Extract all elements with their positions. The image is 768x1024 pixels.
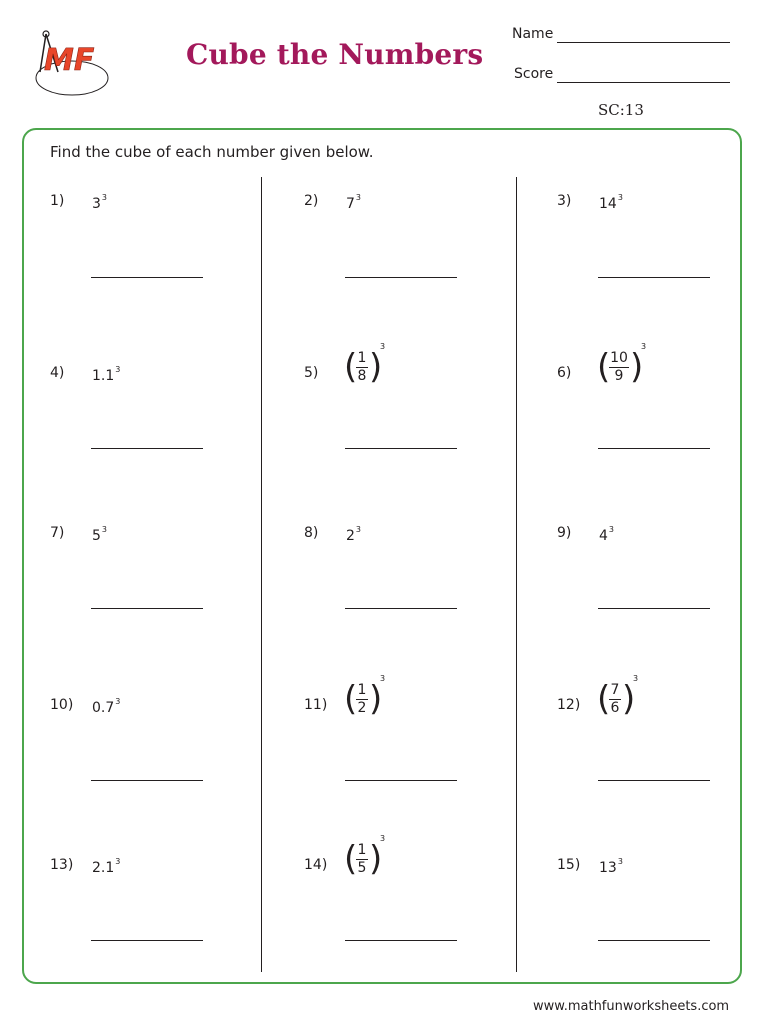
- problem-number: 8): [304, 525, 319, 541]
- problem-expression: [92, 857, 120, 876]
- base: 4: [599, 528, 608, 544]
- right-paren: ): [622, 679, 636, 719]
- exponent: 3: [115, 365, 121, 374]
- exponent: 3: [101, 525, 108, 534]
- problem-number: 14): [304, 857, 328, 873]
- base: 3: [92, 196, 101, 212]
- numerator: 10: [610, 350, 628, 366]
- problem-expression: [599, 857, 623, 876]
- exponent: 3: [355, 525, 362, 534]
- base: 14: [599, 196, 617, 212]
- name-label: Name: [512, 26, 554, 42]
- left-paren: (: [597, 679, 611, 719]
- answer-line[interactable]: [345, 608, 457, 609]
- numerator: 1: [357, 842, 367, 858]
- column-divider: [516, 177, 517, 972]
- problem-number: 7): [50, 525, 65, 541]
- answer-line[interactable]: [91, 940, 203, 941]
- numerator: 7: [610, 682, 620, 698]
- worksheet-code: SC:13: [598, 101, 644, 119]
- problem-number: 2): [304, 193, 319, 209]
- right-paren: ): [369, 839, 383, 879]
- problem-expression: [92, 697, 120, 716]
- exponent: 3: [617, 193, 623, 202]
- left-paren: (: [344, 679, 358, 719]
- answer-line[interactable]: [345, 780, 457, 781]
- problem-expression: [92, 193, 107, 212]
- problem-number: 11): [304, 697, 328, 713]
- exponent: 3: [115, 857, 121, 866]
- logo-text: MF: [44, 43, 95, 78]
- page-title: Cube the Numbers: [186, 38, 484, 71]
- exponent: 3: [380, 342, 386, 351]
- fraction-expression: [597, 342, 647, 388]
- name-field[interactable]: [557, 42, 730, 43]
- problem-expression: [346, 193, 361, 212]
- denominator: 6: [610, 700, 620, 716]
- footer-url: www.mathfunworksheets.com: [533, 999, 730, 1014]
- right-paren: ): [369, 679, 383, 719]
- answer-line[interactable]: [598, 448, 710, 449]
- exponent: 3: [101, 193, 108, 202]
- problem-expression: [92, 525, 107, 544]
- denominator: 2: [357, 700, 367, 716]
- denominator: 5: [357, 860, 367, 876]
- exponent: 3: [641, 342, 647, 351]
- problem-number: 12): [557, 697, 581, 713]
- problem-number: 4): [50, 365, 65, 381]
- exponent: 3: [633, 674, 639, 683]
- score-label: Score: [514, 66, 554, 82]
- answer-line[interactable]: [598, 780, 710, 781]
- fraction-expression: [597, 674, 645, 720]
- denominator: 9: [614, 368, 624, 384]
- instructions: Find the cube of each number given below.: [50, 143, 374, 161]
- denominator: 8: [357, 368, 367, 384]
- mf-logo: [32, 28, 112, 100]
- answer-line[interactable]: [91, 277, 203, 278]
- exponent: 3: [380, 674, 386, 683]
- exponent: 3: [617, 857, 623, 866]
- problem-expression: [92, 365, 120, 384]
- exponent: 3: [608, 525, 615, 534]
- score-field[interactable]: [557, 82, 730, 83]
- base: 7: [346, 196, 355, 212]
- base: 1.1: [92, 368, 115, 384]
- base: 2.1: [92, 860, 115, 876]
- problem-number: 15): [557, 857, 581, 873]
- answer-line[interactable]: [91, 780, 203, 781]
- problem-number: 3): [557, 193, 572, 209]
- base: 13: [599, 860, 617, 876]
- left-paren: (: [597, 347, 611, 387]
- fraction-expression: [344, 342, 392, 388]
- problem-number: 5): [304, 365, 319, 381]
- answer-line[interactable]: [91, 608, 203, 609]
- answer-line[interactable]: [345, 448, 457, 449]
- problem-expression: [599, 525, 614, 544]
- answer-line[interactable]: [91, 448, 203, 449]
- answer-line[interactable]: [598, 277, 710, 278]
- fraction-expression: [344, 674, 392, 720]
- problem-expression: [599, 193, 623, 212]
- fraction-expression: [344, 834, 392, 880]
- right-paren: ): [630, 347, 644, 387]
- exponent: 3: [115, 697, 121, 706]
- base: 0.7: [92, 700, 115, 716]
- answer-line[interactable]: [598, 608, 710, 609]
- problem-number: 13): [50, 857, 74, 873]
- right-paren: ): [369, 347, 383, 387]
- exponent: 3: [380, 834, 386, 843]
- problem-number: 1): [50, 193, 65, 209]
- exponent: 3: [355, 193, 362, 202]
- problem-expression: [346, 525, 361, 544]
- numerator: 1: [357, 350, 367, 366]
- column-divider: [261, 177, 262, 972]
- problem-number: 10): [50, 697, 74, 713]
- answer-line[interactable]: [345, 940, 457, 941]
- base: 5: [92, 528, 101, 544]
- answer-line[interactable]: [598, 940, 710, 941]
- numerator: 1: [357, 682, 367, 698]
- left-paren: (: [344, 839, 358, 879]
- left-paren: (: [344, 347, 358, 387]
- answer-line[interactable]: [345, 277, 457, 278]
- problem-number: 6): [557, 365, 572, 381]
- base: 2: [346, 528, 355, 544]
- problem-number: 9): [557, 525, 572, 541]
